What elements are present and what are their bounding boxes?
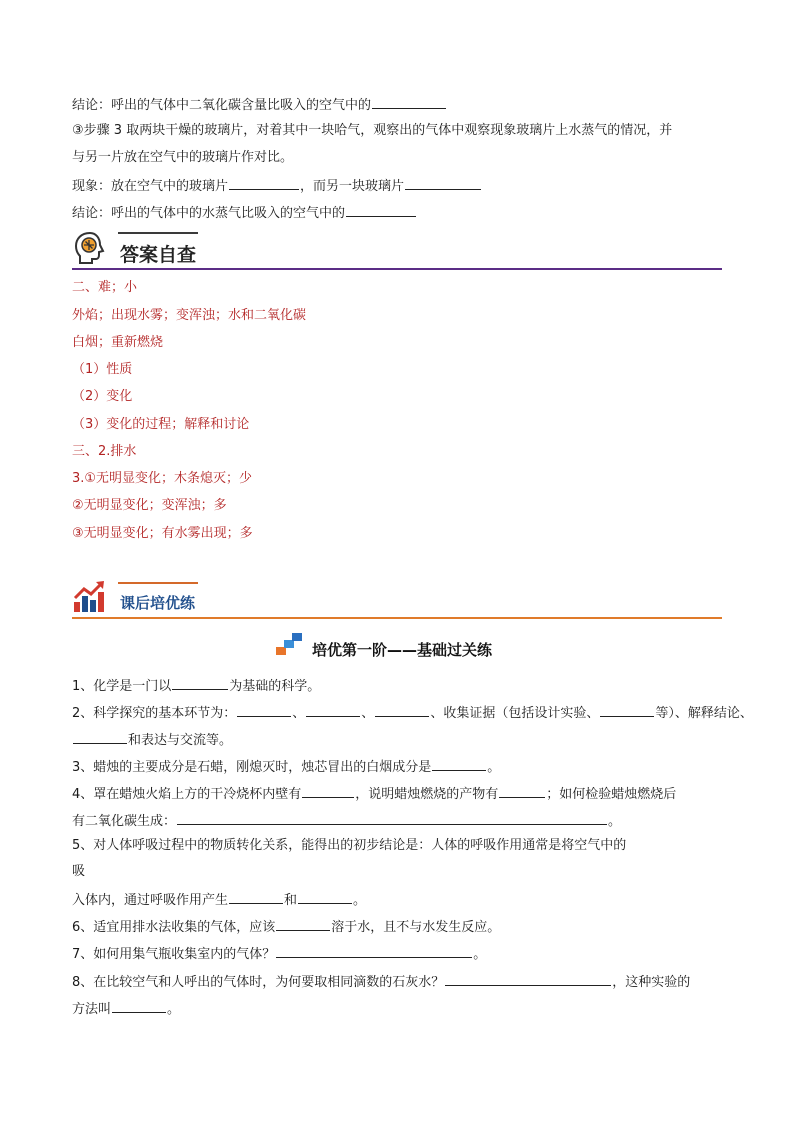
question-6: 6、适宜用排水法收集的气体，应该 溶于水，且不与水发生反应。 <box>72 917 500 937</box>
step3-line: ③步骤 3 取两块干燥的玻璃片，对着其中一块哈气，观察出的气体中观察现象玻璃片上水蒸气的情况，并 <box>72 123 673 138</box>
section-accent-line <box>118 232 198 234</box>
answer-blank[interactable] <box>600 703 654 717</box>
answer-line: 外焰；出现水雾；变浑浊；水和二氧化碳 <box>72 308 307 323</box>
question-7: 7、如何用集气瓶收集室内的气体？ 。 <box>72 944 486 964</box>
answer-blank[interactable] <box>306 703 360 717</box>
question-2-cont: 和表达与交流等。 <box>72 730 232 750</box>
question-5-cont: 吸 <box>72 864 86 879</box>
conclusion-water-line: 结论：呼出的气体中的水蒸气比吸入的空气中的 <box>72 203 417 223</box>
answer-blank[interactable] <box>177 811 607 825</box>
section-divider <box>72 268 722 270</box>
answer-section-title: 答案自查 <box>120 244 197 266</box>
answer-blank[interactable] <box>405 176 481 190</box>
answer-line: ③无明显变化；有水雾出现；多 <box>72 526 253 541</box>
question-2: 2、科学探究的基本环节为： 、 、 、收集证据（包括设计实验、 等）、解释结论、 <box>72 703 753 723</box>
answer-blank[interactable] <box>302 784 354 798</box>
answer-blank[interactable] <box>499 784 545 798</box>
answer-line: （1）性质 <box>72 362 133 377</box>
answer-blank[interactable] <box>172 676 228 690</box>
section-accent-line <box>118 582 198 584</box>
answer-line: 3.①无明显变化；木条熄灭；少 <box>72 471 253 486</box>
bar-chart-arrow-icon <box>72 578 108 614</box>
stairs-icon <box>272 629 308 657</box>
question-8: 8、在比较空气和人呼出的气体时，为何要取相同滴数的石灰水？ ，这种实验的 <box>72 972 690 992</box>
answer-blank[interactable] <box>276 917 330 931</box>
question-1: 1、化学是一门以 为基础的科学。 <box>72 676 320 696</box>
answer-blank[interactable] <box>276 944 472 958</box>
answer-blank[interactable] <box>298 890 352 904</box>
question-8-cont: 方法叫 。 <box>72 999 180 1019</box>
step3-line: 与另一片放在空气中的玻璃片作对比。 <box>72 150 294 165</box>
answer-blank[interactable] <box>237 703 291 717</box>
answer-blank[interactable] <box>445 972 611 986</box>
answer-line: ②无明显变化；变浑浊；多 <box>72 498 227 513</box>
question-3: 3、蜡烛的主要成分是石蜡，刚熄灭时，烛芯冒出的白烟成分是 。 <box>72 757 500 777</box>
answer-blank[interactable] <box>73 730 127 744</box>
answer-blank[interactable] <box>112 999 166 1013</box>
question-5-cont: 入体内，通过呼吸作用产生 和 。 <box>72 890 366 910</box>
head-brain-icon <box>72 230 108 266</box>
practice-section-title: 课后培优练 <box>120 594 196 612</box>
answer-blank[interactable] <box>432 757 486 771</box>
subheading-title: 培优第一阶——基础过关练 <box>312 641 493 659</box>
answer-line: （3）变化的过程；解释和讨论 <box>72 417 250 432</box>
answer-blank[interactable] <box>229 890 283 904</box>
answer-blank[interactable] <box>375 703 429 717</box>
answer-line: 白烟；重新燃烧 <box>72 335 164 350</box>
answer-line: 二、难；小 <box>72 280 138 295</box>
phenomenon-line: 现象：放在空气中的玻璃片 ，而另一块玻璃片 <box>72 176 482 196</box>
conclusion-co2-line: 结论：呼出的气体中二氧化碳含量比吸入的空气中的 <box>72 95 447 115</box>
answer-line: 三、2.排水 <box>72 444 137 459</box>
answer-blank[interactable] <box>346 203 416 217</box>
question-4-cont: 有二氧化碳生成： 。 <box>72 811 621 831</box>
answer-blank[interactable] <box>372 95 446 109</box>
answer-blank[interactable] <box>229 176 299 190</box>
section-divider <box>72 617 722 619</box>
question-5: 5、对人体呼吸过程中的物质转化关系，能得出的初步结论是：人体的呼吸作用通常是将空气中的 <box>72 838 627 853</box>
question-4: 4、罩在蜡烛火焰上方的干冷烧杯内壁有 ，说明蜡烛燃烧的产物有 ；如何检验蜡烛燃烧后 <box>72 784 676 804</box>
answer-line: （2）变化 <box>72 389 133 404</box>
